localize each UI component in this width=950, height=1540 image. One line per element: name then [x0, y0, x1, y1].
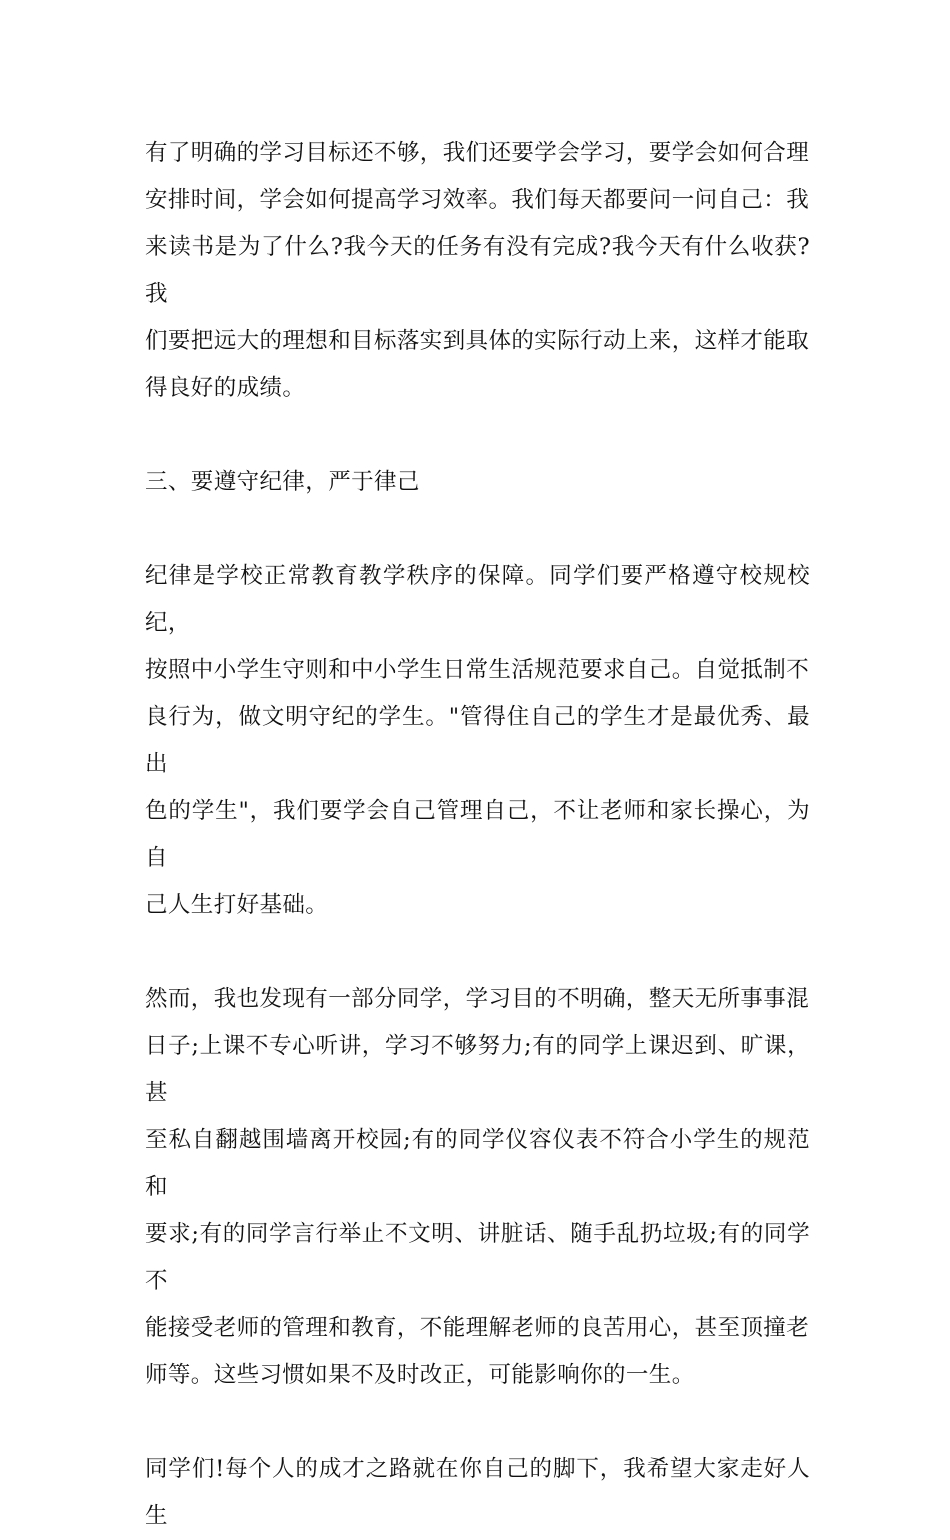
paragraph-spacer — [145, 929, 810, 976]
text-line: 要求;有的同学言行举止不文明、讲脏话、随手乱扔垃圾;有的同学不 — [145, 1221, 810, 1294]
text-line: 们要把远大的理想和目标落实到具体的实际行动上来，这样才能取 — [145, 328, 810, 354]
paragraph-spacer — [145, 412, 810, 459]
text-line: 纪律是学校正常教育教学秩序的保障。同学们要严格遵守校规校纪， — [145, 563, 810, 636]
text-line: 师等。这些习惯如果不及时改正，可能影响你的一生。 — [145, 1362, 695, 1388]
text-line: 日子;上课不专心听讲，学习不够努力;有的同学上课迟到、旷课，甚 — [145, 1033, 810, 1106]
text-line: 能接受老师的管理和教育，不能理解老师的良苦用心，甚至顶撞老 — [145, 1315, 810, 1341]
text-line: 色的学生"，我们要学会自己管理自己，不让老师和家长操心，为自 — [145, 798, 810, 871]
section-heading — [145, 459, 810, 506]
text-line: 得良好的成绩。 — [145, 375, 306, 401]
text-line: 然而，我也发现有一部分同学，学习目的不明确，整天无所事事混 — [145, 986, 810, 1012]
document-body — [145, 130, 810, 1540]
paragraph-spacer — [145, 506, 810, 553]
text-line: 安排时间，学会如何提高学习效率。我们每天都要问一问自己：我 — [145, 187, 810, 213]
paragraph-spacer — [145, 1399, 810, 1446]
text-line: 良行为，做文明守纪的学生。"管得住自己的学生才是最优秀、最出 — [145, 704, 810, 777]
paragraph-closing — [145, 1446, 810, 1540]
text-line: 有了明确的学习目标还不够，我们还要学会学习，要学会如何合理 — [145, 140, 810, 166]
text-line: 按照中小学生守则和中小学生日常生活规范要求自己。自觉抵制不 — [145, 657, 810, 683]
paragraph-discipline — [145, 553, 810, 929]
text-line: 来读书是为了什么?我今天的任务有没有完成?我今天有什么收获?我 — [145, 234, 810, 307]
text-line: 同学们!每个人的成才之路就在你自己的脚下，我希望大家走好人生 — [145, 1456, 810, 1529]
heading-line: 三、要遵守纪律，严于律己 — [145, 469, 420, 495]
paragraph-problems — [145, 976, 810, 1399]
paragraph-study-methods — [145, 130, 810, 412]
text-line: 至私自翻越围墙离开校园;有的同学仪容仪表不符合小学生的规范和 — [145, 1127, 810, 1200]
text-line: 己人生打好基础。 — [145, 892, 329, 918]
